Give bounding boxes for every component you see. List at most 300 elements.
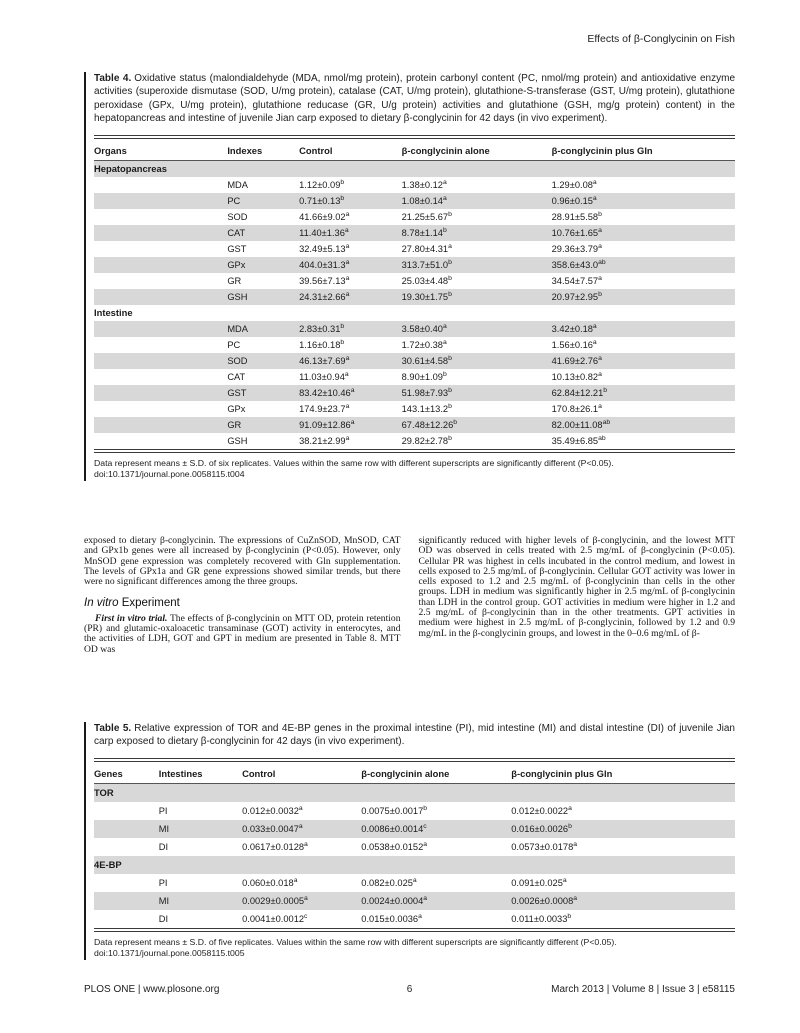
value-cell bbox=[299, 289, 402, 305]
row-label-cell: GST bbox=[227, 243, 247, 254]
value-text: 34.54±7.57 bbox=[551, 275, 599, 286]
superscript: b bbox=[442, 370, 447, 378]
value-cell bbox=[402, 209, 552, 225]
value-cell bbox=[552, 257, 735, 273]
table4-block bbox=[84, 72, 735, 481]
superscript: a bbox=[350, 386, 355, 394]
table-row bbox=[94, 385, 735, 401]
running-head: Effects of β-Conglycinin on Fish bbox=[587, 33, 735, 45]
value-text: 28.91±5.58 bbox=[551, 211, 599, 222]
row-label-cell: GPx bbox=[227, 257, 299, 273]
value-text: 0.091±0.025 bbox=[511, 877, 563, 888]
value-cell bbox=[552, 193, 735, 209]
row-label-cell: SOD bbox=[227, 353, 299, 369]
table-row bbox=[94, 337, 735, 353]
table-bottom-rule bbox=[94, 449, 735, 453]
value-text: 0.0041±0.0012 bbox=[242, 913, 305, 924]
value-text: 10.76±1.65 bbox=[551, 227, 599, 238]
superscript: b bbox=[448, 210, 452, 218]
value-text: 0.0617±0.0128 bbox=[242, 841, 305, 852]
superscript: b bbox=[442, 226, 447, 234]
value-cell bbox=[242, 910, 361, 928]
col-header-indexes: Indexes bbox=[227, 139, 299, 161]
value-text: 32.49±5.13 bbox=[299, 243, 346, 254]
superscript: a bbox=[345, 402, 350, 410]
value-text: 11.03±0.94 bbox=[299, 371, 345, 382]
value-text: 27.80±4.31 bbox=[401, 243, 449, 254]
superscript: a bbox=[345, 434, 350, 442]
value-text: 1.38±0.12 bbox=[401, 179, 443, 190]
table-row bbox=[94, 433, 735, 449]
value-cell bbox=[552, 417, 735, 433]
value-text: 143.1±13.2 bbox=[401, 403, 449, 414]
superscript: a bbox=[298, 804, 303, 812]
row-label-cell: GSH bbox=[227, 435, 248, 446]
empty-cell bbox=[94, 401, 227, 417]
value-cell bbox=[552, 209, 735, 225]
footer-issue: March 2013 | Volume 8 | Issue 3 | e58115 bbox=[551, 984, 735, 995]
value-cell bbox=[511, 874, 735, 892]
superscript: a bbox=[345, 354, 350, 362]
empty-cell bbox=[94, 337, 227, 353]
value-cell bbox=[402, 369, 552, 385]
value-text: 10.13±0.82 bbox=[551, 371, 599, 382]
trial-paragraph-text: The effects of β-conglycinin on MTT OD, protein retention (PR) and glutamic-oxaloacetic transaminase (GOT) activity in enterocytes, and the activities of LDH, GOT and GPT in medium are presented in Table 8. MTT OD was bbox=[84, 612, 401, 655]
value-cell bbox=[552, 369, 735, 385]
superscript: b bbox=[453, 418, 458, 426]
table-row bbox=[94, 289, 735, 305]
table4 bbox=[94, 139, 735, 449]
table-row bbox=[94, 321, 735, 337]
value-cell bbox=[361, 820, 511, 838]
empty-cell bbox=[94, 241, 227, 257]
row-label-cell: GPx bbox=[227, 403, 246, 414]
col-header-intestines: Intestines bbox=[159, 762, 242, 784]
value-text: 21.25±5.67 bbox=[401, 211, 449, 222]
value-text: 0.082±0.025 bbox=[361, 877, 413, 888]
superscript: a bbox=[298, 822, 303, 830]
table5-block bbox=[84, 722, 735, 960]
table-row bbox=[94, 417, 735, 433]
value-cell bbox=[299, 209, 402, 225]
table-row bbox=[94, 892, 735, 910]
value-cell bbox=[552, 385, 735, 401]
col-header-conglycinin-alone: β-conglycinin alone bbox=[402, 139, 552, 161]
superscript: ab bbox=[598, 434, 606, 442]
row-label-cell: PC bbox=[227, 339, 241, 350]
value-text: 29.82±2.78 bbox=[401, 435, 449, 446]
superscript: a bbox=[345, 290, 350, 298]
value-text: 0.016±0.0026 bbox=[511, 823, 569, 834]
table-row bbox=[94, 193, 735, 209]
superscript: b bbox=[340, 194, 345, 202]
col-header-organs: Organs bbox=[94, 139, 227, 161]
value-cell bbox=[552, 433, 735, 449]
table4-header-row bbox=[94, 139, 735, 161]
superscript: b bbox=[340, 322, 345, 330]
superscript: a bbox=[598, 370, 602, 378]
row-label-cell: GR bbox=[227, 275, 242, 286]
superscript: a bbox=[573, 840, 578, 848]
body-paragraph: exposed to dietary β-conglycinin. The expressions of CuZnSOD, MnSOD, CAT and GPx1b genes were all increased by β-conglycinin (P<0.05). However, only MnSOD gene expression was completely recovered with Gln supplementation. The levels of GPx1a and GR gene expressions showed similar trends, but there were no significant differences among the three groups. bbox=[84, 535, 401, 588]
value-text: 30.61±4.58 bbox=[401, 355, 449, 366]
value-cell bbox=[402, 177, 552, 193]
superscript: a bbox=[592, 322, 597, 330]
value-text: 0.012±0.0022 bbox=[511, 805, 569, 816]
superscript: b bbox=[340, 178, 345, 186]
superscript: a bbox=[345, 242, 350, 250]
table5-caption bbox=[94, 722, 735, 749]
superscript: b bbox=[603, 386, 608, 394]
value-cell bbox=[511, 802, 735, 820]
superscript: b bbox=[448, 434, 452, 442]
value-text: 313.7±51.0 bbox=[401, 259, 449, 270]
value-cell bbox=[402, 417, 552, 433]
footer-journal: PLOS ONE | www.plosone.org bbox=[84, 984, 220, 995]
value-text: 29.36±3.79 bbox=[551, 243, 599, 254]
value-text: 1.72±0.38 bbox=[401, 339, 443, 350]
table-section-row bbox=[94, 160, 735, 177]
value-text: 0.71±0.13 bbox=[299, 195, 341, 206]
value-cell bbox=[552, 225, 735, 241]
value-text: 0.033±0.0047 bbox=[242, 823, 299, 834]
table5-caption-text: Relative expression of TOR and 4E-BP genes in the proximal intestine (PI), mid intestine (MI) and distal intestine (DI) of juvenile Jian carp exposed to dietary β-conglycinin for 42 days (in vivo experiment). bbox=[94, 723, 735, 748]
superscript: a bbox=[412, 876, 417, 884]
superscript: a bbox=[598, 354, 602, 362]
superscript: a bbox=[344, 370, 349, 378]
value-cell bbox=[242, 838, 361, 856]
superscript: b bbox=[423, 804, 428, 812]
value-cell bbox=[552, 241, 735, 257]
row-label-cell: DI bbox=[158, 913, 169, 924]
table-section-row bbox=[94, 856, 735, 874]
col-header-conglycinin-alone: β-conglycinin alone bbox=[361, 762, 511, 784]
superscript: b bbox=[598, 210, 602, 218]
value-cell bbox=[299, 273, 402, 289]
empty-cell bbox=[94, 874, 159, 892]
superscript: a bbox=[345, 258, 350, 266]
value-cell bbox=[299, 177, 402, 193]
table-row bbox=[94, 273, 735, 289]
value-cell bbox=[402, 401, 552, 417]
superscript: a bbox=[293, 876, 298, 884]
row-label-cell: GSH bbox=[227, 289, 299, 305]
row-label-cell: MI bbox=[159, 820, 242, 838]
body-paragraph: significantly reduced with higher levels of β-conglycinin, and the lowest MTT OD was observed in cells treated with 2.5 mg/mL of β-conglycinin (P<0.05). Cellular PR was highest in cells incubated in the control medium, and lowest in cells exposed to 2.5 mg/mL of β-conglycinin. Cellular GOT activity was lower in cells exposed to 1.2 and 2.5 mg/mL of β-conglycinin than cells in the other groups. LDH in medium was significantly higher in 2.5 mg/mL of β-conglycinin than LDH in the control group. GOT activities in medium were higher in 1.2 and 2.5 mg/mL of β-conglycinin than in the other treatments. GPT activities in medium were highest in 2.5 mg/mL of β-conglycinin, followed by 1.2 and 0.9 mg/mL in the β-conglycinin groups, and lowest in the 0–0.6 mg/mL of β- bbox=[418, 535, 735, 639]
table-row bbox=[94, 369, 735, 385]
col-header-control: Control bbox=[242, 762, 361, 784]
value-text: 38.21±2.99 bbox=[299, 435, 346, 446]
value-text: 82.00±11.08 bbox=[551, 419, 603, 430]
value-cell bbox=[299, 321, 402, 337]
value-cell bbox=[299, 385, 402, 401]
value-text: 20.97±2.95 bbox=[551, 291, 599, 302]
value-cell bbox=[402, 241, 552, 257]
body-text-columns bbox=[84, 536, 735, 655]
superscript: a bbox=[442, 338, 447, 346]
value-cell bbox=[402, 385, 552, 401]
value-cell bbox=[402, 433, 552, 449]
empty-cell bbox=[94, 369, 227, 385]
value-cell bbox=[299, 417, 402, 433]
superscript: ab bbox=[602, 418, 611, 426]
superscript: a bbox=[304, 894, 308, 902]
value-text: 3.58±0.40 bbox=[401, 323, 443, 334]
heading-italic-part: In vitro bbox=[84, 597, 119, 610]
row-label-cell: MDA bbox=[227, 179, 248, 190]
value-cell bbox=[299, 225, 402, 241]
trial-lead-italic: in vitro bbox=[116, 612, 146, 624]
row-label-cell: DI bbox=[158, 841, 169, 852]
superscript: a bbox=[592, 338, 597, 346]
heading-rest-part: Experiment bbox=[118, 597, 180, 610]
row-label-cell: GR bbox=[227, 417, 299, 433]
row-label-cell: PI bbox=[158, 877, 168, 888]
value-cell bbox=[402, 193, 552, 209]
value-text: 170.8±26.1 bbox=[551, 403, 599, 414]
superscript: b bbox=[448, 274, 452, 282]
table-section-row bbox=[94, 305, 735, 321]
value-cell bbox=[361, 838, 511, 856]
value-text: 46.13±7.69 bbox=[299, 355, 346, 366]
empty-cell bbox=[94, 385, 227, 401]
table-bottom-rule bbox=[94, 928, 735, 932]
superscript: a bbox=[598, 242, 602, 250]
value-cell bbox=[242, 874, 361, 892]
value-text: 1.12±0.09 bbox=[299, 179, 341, 190]
table5-header-row bbox=[94, 762, 735, 784]
superscript: a bbox=[598, 402, 602, 410]
col-header-conglycinin-plus-gln: β-conglycinin plus Gln bbox=[552, 139, 735, 161]
value-cell bbox=[299, 337, 402, 353]
table-row bbox=[94, 209, 735, 225]
empty-cell bbox=[94, 289, 227, 305]
value-cell bbox=[242, 892, 361, 910]
table4-caption bbox=[94, 72, 735, 126]
superscript: a bbox=[442, 322, 447, 330]
superscript: a bbox=[598, 274, 602, 282]
value-text: 174.9±23.7 bbox=[299, 403, 346, 414]
superscript: a bbox=[350, 418, 355, 426]
superscript: a bbox=[448, 242, 452, 250]
superscript: b bbox=[448, 290, 452, 298]
empty-cell bbox=[94, 910, 159, 928]
value-cell bbox=[511, 820, 735, 838]
value-cell bbox=[299, 257, 402, 273]
table5-label: Table 5. bbox=[94, 723, 132, 734]
table-row bbox=[94, 177, 735, 193]
value-text: 3.42±0.18 bbox=[551, 323, 593, 334]
value-text: 51.98±7.93 bbox=[401, 387, 449, 398]
row-label-cell: CAT bbox=[227, 371, 246, 382]
row-label-cell: GST bbox=[227, 385, 299, 401]
empty-cell bbox=[94, 273, 227, 289]
superscript: ab bbox=[598, 258, 606, 266]
value-cell bbox=[402, 321, 552, 337]
superscript: a bbox=[573, 894, 578, 902]
row-label-cell: SOD bbox=[227, 211, 248, 222]
body-left-column bbox=[84, 536, 401, 655]
empty-cell bbox=[94, 321, 227, 337]
superscript: a bbox=[304, 840, 308, 848]
empty-cell bbox=[94, 433, 227, 449]
value-text: 91.09±12.86 bbox=[299, 419, 351, 430]
empty-cell bbox=[94, 820, 159, 838]
value-cell bbox=[299, 401, 402, 417]
superscript: a bbox=[568, 804, 572, 812]
section-label-cell: 4E-BP bbox=[94, 856, 735, 874]
value-cell bbox=[361, 802, 511, 820]
table-row bbox=[94, 353, 735, 369]
empty-cell bbox=[94, 257, 227, 273]
row-label-cell: MI bbox=[159, 892, 242, 910]
value-text: 0.012±0.0032 bbox=[242, 805, 299, 816]
section-label-cell: Intestine bbox=[94, 306, 133, 318]
superscript: b bbox=[340, 338, 345, 346]
empty-cell bbox=[94, 225, 227, 241]
value-text: 41.69±2.76 bbox=[551, 355, 599, 366]
value-text: 67.48±12.26 bbox=[401, 419, 454, 430]
trial-lead-post: trial. bbox=[145, 612, 168, 624]
row-label-cell: PI bbox=[158, 805, 168, 816]
superscript: a bbox=[592, 178, 597, 186]
row-label-cell: PC bbox=[227, 193, 299, 209]
value-cell bbox=[361, 874, 511, 892]
empty-cell bbox=[94, 353, 227, 369]
value-cell bbox=[402, 273, 552, 289]
table5-doi: doi:10.1371/journal.pone.0058115.t005 bbox=[94, 948, 245, 959]
value-text: 0.0075±0.0017 bbox=[361, 805, 424, 816]
table-row bbox=[94, 874, 735, 892]
trial-lead-pre: First bbox=[95, 612, 117, 624]
table4-footnote: Data represent means ± S.D. of six replicates. Values within the same row with different superscripts are significantly different (P<0.05). bbox=[94, 457, 614, 468]
superscript: a bbox=[345, 210, 350, 218]
value-cell bbox=[552, 177, 735, 193]
value-text: 0.0029±0.0005 bbox=[242, 895, 305, 906]
empty-cell bbox=[94, 177, 227, 193]
superscript: a bbox=[423, 894, 428, 902]
value-text: 0.0538±0.0152 bbox=[361, 841, 424, 852]
footer-page-number: 6 bbox=[406, 984, 413, 995]
superscript: a bbox=[442, 178, 447, 186]
value-cell bbox=[402, 289, 552, 305]
superscript: a bbox=[442, 194, 447, 202]
value-text: 62.84±12.21 bbox=[551, 387, 604, 398]
section-label-cell: TOR bbox=[94, 783, 735, 802]
table-row bbox=[94, 241, 735, 257]
value-text: 83.42±10.46 bbox=[299, 387, 351, 398]
value-cell bbox=[242, 820, 361, 838]
row-label-cell: CAT bbox=[227, 225, 299, 241]
value-text: 1.56±0.16 bbox=[551, 339, 593, 350]
table-row bbox=[94, 820, 735, 838]
value-cell bbox=[299, 241, 402, 257]
value-text: 404.0±31.3 bbox=[299, 259, 346, 270]
value-text: 358.6±43.0 bbox=[551, 259, 599, 270]
table-row bbox=[94, 225, 735, 241]
table5 bbox=[94, 762, 735, 928]
table-row bbox=[94, 401, 735, 417]
col-header-conglycinin-plus-gln: β-conglycinin plus Gln bbox=[511, 762, 735, 784]
superscript: c bbox=[304, 912, 308, 920]
value-cell bbox=[552, 321, 735, 337]
value-cell bbox=[361, 892, 511, 910]
value-cell bbox=[299, 369, 402, 385]
superscript: a bbox=[423, 840, 428, 848]
superscript: b bbox=[448, 354, 452, 362]
value-cell bbox=[402, 225, 552, 241]
empty-cell bbox=[94, 417, 227, 433]
body-right-column bbox=[419, 536, 736, 655]
superscript: c bbox=[423, 822, 427, 830]
value-text: 11.40±1.36 bbox=[299, 227, 345, 238]
value-text: 0.0086±0.0014 bbox=[361, 823, 424, 834]
table-row bbox=[94, 257, 735, 273]
value-text: 35.49±6.85 bbox=[551, 435, 599, 446]
value-text: 8.78±1.14 bbox=[401, 227, 443, 238]
value-text: 0.0026±0.0008 bbox=[511, 895, 574, 906]
empty-cell bbox=[94, 838, 159, 856]
value-text: 24.31±2.66 bbox=[299, 291, 346, 302]
empty-cell bbox=[94, 892, 159, 910]
table-row bbox=[94, 910, 735, 928]
value-cell bbox=[402, 337, 552, 353]
value-cell bbox=[402, 353, 552, 369]
superscript: b bbox=[448, 258, 452, 266]
value-text: 0.011±0.0033 bbox=[511, 913, 568, 924]
table4-caption-text: Oxidative status (malondialdehyde (MDA, nmol/mg protein), protein carbonyl content (PC, nmol/mg protein) and antioxidative enzyme activities (superoxide dismutase (SOD, U/mg protein), catalase (CAT, U/mg protein), glutathione-S-transferase (GST, U/mg protein), glutathione peroxidase (GPx, U/mg protein), glutathione reducase (GR, U/g protein) activities and glutathione (GSH, mg/g protein) content) in the hepatopancreas and intestine of juvenile Jian carp exposed to dietary β-conglycinin for 42 days (in vivo experiment). bbox=[94, 73, 735, 125]
value-text: 1.08±0.14 bbox=[401, 195, 443, 206]
value-text: 8.90±1.09 bbox=[401, 371, 443, 382]
value-cell bbox=[511, 892, 735, 910]
section-heading-in-vitro-experiment bbox=[84, 598, 401, 608]
value-cell bbox=[511, 910, 735, 928]
superscript: a bbox=[562, 876, 567, 884]
value-cell bbox=[299, 193, 402, 209]
section-label-cell: Hepatopancreas bbox=[94, 160, 735, 177]
empty-cell bbox=[94, 209, 227, 225]
value-text: 1.16±0.18 bbox=[299, 339, 341, 350]
empty-cell bbox=[94, 193, 227, 209]
superscript: a bbox=[345, 274, 350, 282]
value-cell bbox=[361, 910, 511, 928]
value-text: 19.30±1.75 bbox=[401, 291, 449, 302]
superscript: a bbox=[418, 912, 422, 920]
superscript: b bbox=[567, 912, 572, 920]
superscript: b bbox=[448, 402, 452, 410]
table-section-row bbox=[94, 783, 735, 802]
value-cell bbox=[299, 353, 402, 369]
col-header-control: Control bbox=[299, 139, 402, 161]
table5-footnote: Data represent means ± S.D. of five replicates. Values within the same row with different superscripts are significantly different (P<0.05). bbox=[94, 936, 617, 947]
value-cell bbox=[299, 433, 402, 449]
empty-cell bbox=[94, 802, 159, 820]
superscript: b bbox=[598, 290, 602, 298]
table4-label: Table 4. bbox=[94, 73, 132, 84]
value-cell bbox=[552, 401, 735, 417]
value-text: 25.03±4.48 bbox=[401, 275, 449, 286]
value-text: 0.96±0.15 bbox=[551, 195, 593, 206]
value-text: 0.0024±0.0004 bbox=[361, 895, 424, 906]
value-text: 39.56±7.13 bbox=[299, 275, 346, 286]
value-cell bbox=[552, 337, 735, 353]
superscript: a bbox=[592, 194, 597, 202]
superscript: b bbox=[568, 822, 572, 830]
superscript: a bbox=[598, 226, 602, 234]
value-cell bbox=[552, 273, 735, 289]
col-header-genes: Genes bbox=[94, 762, 159, 784]
value-text: 0.060±0.018 bbox=[242, 877, 294, 888]
